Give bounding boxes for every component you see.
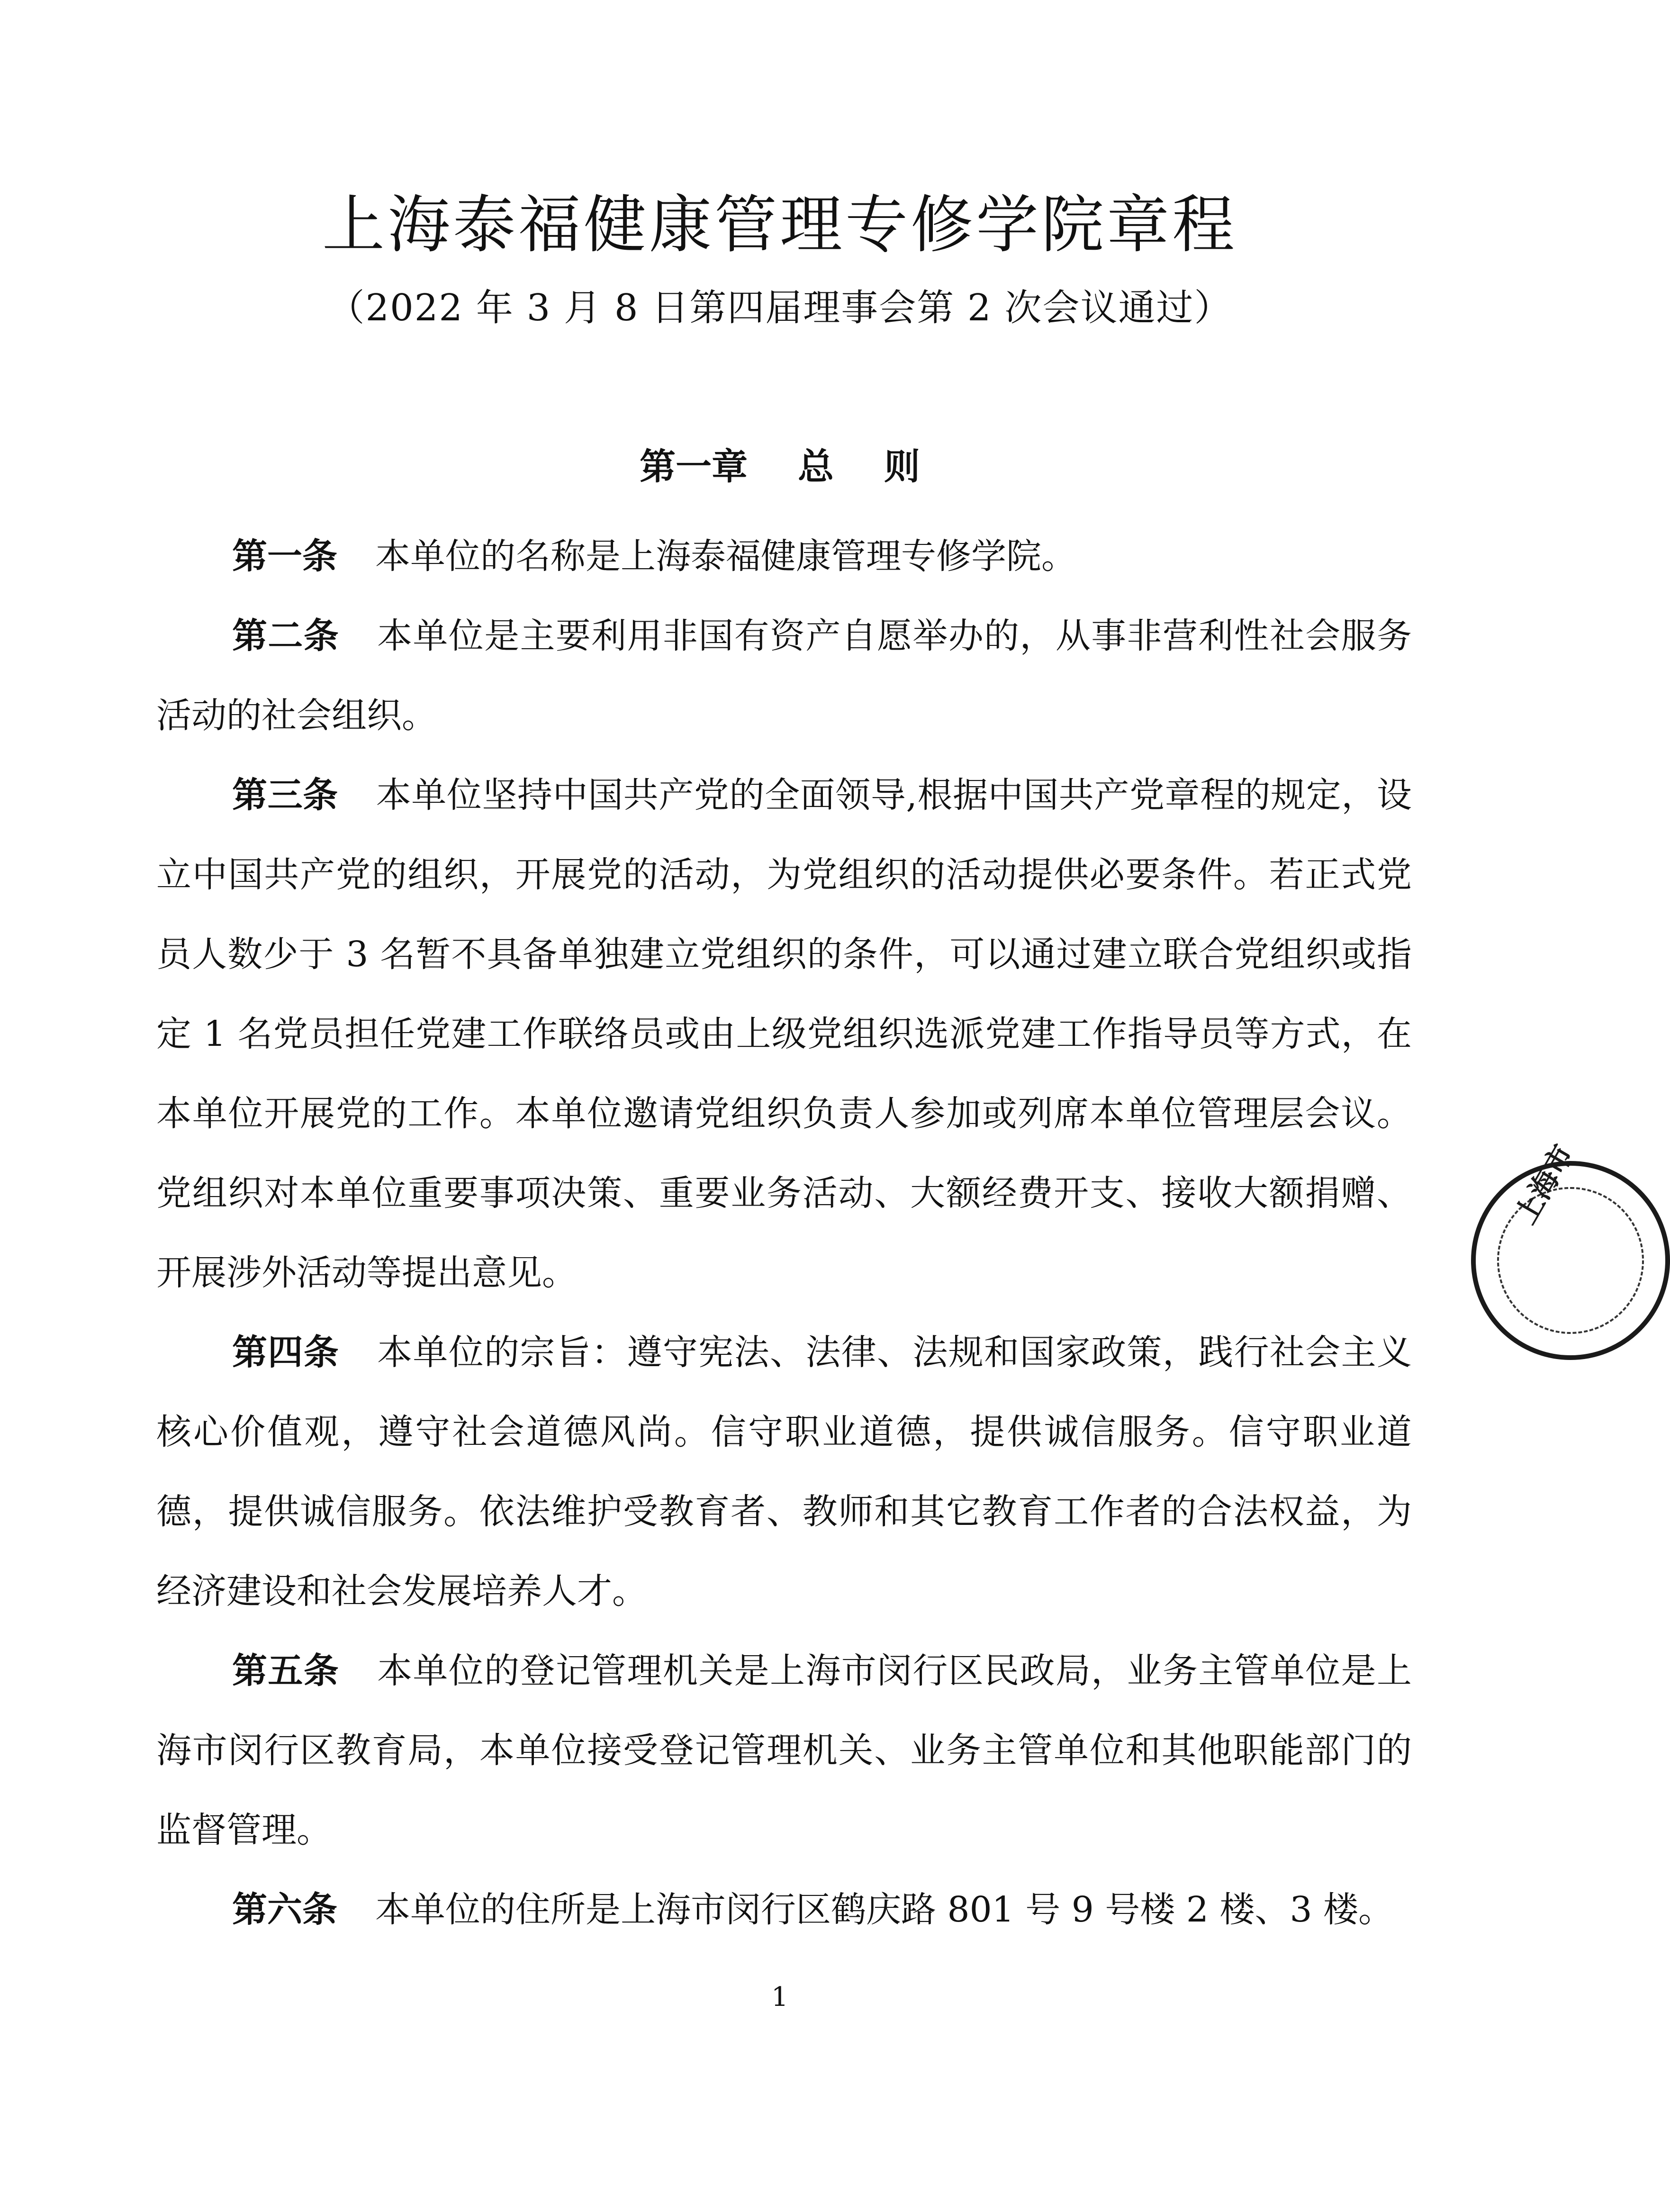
article-label: 第二条 — [232, 616, 340, 656]
article-text: 本单位坚持中国共产党的全面领导,根据中国共产党章程的规定，设立中国共产党的组织，开展党的活动，为党组织的活动提供必要条件。若正式党员人数少于 3 名暂不具备单独建立党组织的条件，可以通过建立联合党组织或指定 1 名党员担任党建工作联络员或由上级党组织选派党建工作指导员等方式，在本单位开展党的工作。本单位邀请党组织负责人参加或列席本单位管理层会议。党组织对本单位重要事项决策、重要业务活动、大额经费开支、接收大额捐赠、开展涉外活动等提出意见。 — [156, 775, 1412, 1293]
article-paragraph — [156, 596, 1412, 755]
official-seal-text: 上海市 — [1509, 1139, 1580, 1230]
article-paragraph — [156, 1870, 1412, 1949]
article-paragraph — [156, 755, 1412, 1313]
document-title: 上海泰福健康管理专修学院章程 — [322, 189, 1237, 262]
article-label: 第五条 — [232, 1650, 340, 1691]
article-text: 本单位的住所是上海市闵行区鹤庆路 801 号 9 号楼 2 楼、3 楼。 — [375, 1889, 1394, 1930]
article-text: 本单位的名称是上海泰福健康管理专修学院。 — [375, 536, 1076, 577]
article-paragraph — [156, 1313, 1412, 1631]
article-label: 第六条 — [232, 1889, 337, 1930]
article-paragraph — [156, 517, 1412, 596]
article-text: 本单位是主要利用非国有资产自愿举办的，从事非营利性社会服务活动的社会组织。 — [156, 616, 1412, 736]
page-number: 1 — [771, 1982, 788, 2013]
article-text: 本单位的登记管理机关是上海市闵行区民政局，业务主管单位是上海市闵行区教育局，本单位接受登记管理机关、业务主管单位和其他职能部门的监督管理。 — [156, 1650, 1412, 1850]
chapter-heading: 第一章 总 则 — [640, 445, 920, 488]
article-paragraph — [156, 1631, 1412, 1870]
article-label: 第一条 — [232, 536, 337, 577]
article-label: 第三条 — [232, 775, 338, 816]
document-body — [156, 517, 1412, 1949]
article-text: 本单位的宗旨：遵守宪法、法律、法规和国家政策，践行社会主义核心价值观，遵守社会道德风尚。信守职业道德，提供诚信服务。信守职业道德，提供诚信服务。依法维护受教育者、教师和其它教育工作者的合法权益，为经济建设和社会发展培养人才。 — [156, 1332, 1412, 1612]
document-subtitle: （2022 年 3 月 8 日第四届理事会第 2 次会议通过） — [327, 287, 1232, 329]
article-label: 第四条 — [232, 1332, 340, 1373]
